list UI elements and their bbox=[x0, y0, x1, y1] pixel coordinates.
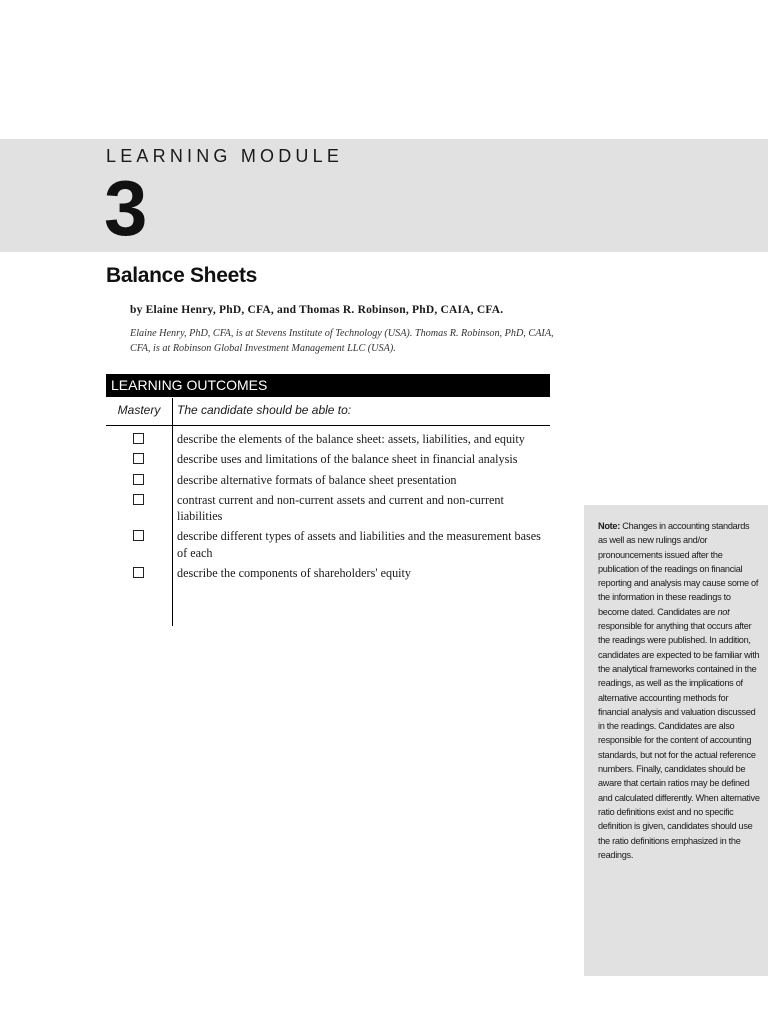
mastery-checkbox[interactable] bbox=[133, 433, 144, 444]
outcome-text: describe different types of assets and liabilities and the measurement bases of each bbox=[177, 529, 541, 560]
outcome-text: describe the elements of the balance sheet: assets, liabilities, and equity bbox=[177, 432, 525, 446]
outcomes-list bbox=[106, 431, 550, 585]
outcome-row bbox=[106, 528, 550, 565]
outcome-text: describe uses and limitations of the balance sheet in financial analysis bbox=[177, 452, 518, 467]
outcome-text: describe alternative formats of balance sheet presentation bbox=[177, 472, 457, 487]
module-number: 3 bbox=[104, 164, 148, 252]
note-emphasis: not bbox=[717, 606, 730, 617]
mastery-checkbox[interactable] bbox=[133, 453, 144, 464]
mastery-checkbox[interactable] bbox=[133, 474, 144, 485]
outcome-text: describe the components of shareholders' equity bbox=[177, 566, 412, 581]
author-affiliation: Elaine Henry, PhD, CFA, is at Stevens Institute of Technology (USA). Thomas R. Robinson, PhD, CAIA, CFA, is at Robinson Global Investment Management LLC (USA). bbox=[130, 328, 554, 354]
outcome-row bbox=[106, 431, 550, 451]
learning-outcomes-heading: LEARNING OUTCOMES bbox=[106, 374, 550, 397]
mastery-checkbox[interactable] bbox=[133, 494, 144, 505]
margin-note bbox=[584, 505, 768, 976]
outcome-row bbox=[106, 492, 550, 529]
note-text-part2: responsible for anything that occurs after the readings were published. In addition, candidates are expected to be familiar with the analytical frameworks contained in the readings, as well as the implications of alternative accounting methods for financial analysis and valuation discussed in the readings. Candidates are also responsible for the content of accounting standards, but not for the actual reference numbers. Finally, candidates should be aware that certain ratios may be defined and calculated differently. When alternative ratio definitions exist and no specific definition is given, candidates should use the ratio definitions emphasized in the readings. bbox=[598, 621, 760, 860]
page-title: Balance Sheets bbox=[106, 264, 258, 287]
outcome-column-header: The candidate should be able to: bbox=[177, 403, 352, 417]
outcome-row bbox=[106, 565, 550, 585]
outcome-row bbox=[106, 451, 550, 471]
author-byline: by Elaine Henry, PhD, CFA, and Thomas R. Robinson, PhD, CAIA, CFA. bbox=[130, 304, 504, 316]
outcome-text: contrast current and non-current assets and current and non-current liabilities bbox=[177, 492, 504, 524]
outcome-row bbox=[106, 472, 550, 492]
mastery-checkbox[interactable] bbox=[133, 530, 144, 541]
mastery-checkbox[interactable] bbox=[133, 567, 144, 578]
module-label: LEARNING MODULE bbox=[106, 146, 344, 166]
mastery-column-header: Mastery bbox=[117, 403, 161, 417]
note-label: Note: bbox=[598, 521, 620, 531]
note-text-part1: Changes in accounting standards as well as new rulings and/or pronouncements issued after the publication of the readings on financial reporting and analysis may cause some of the information in these readings to become dated. Candidates are bbox=[598, 521, 759, 617]
